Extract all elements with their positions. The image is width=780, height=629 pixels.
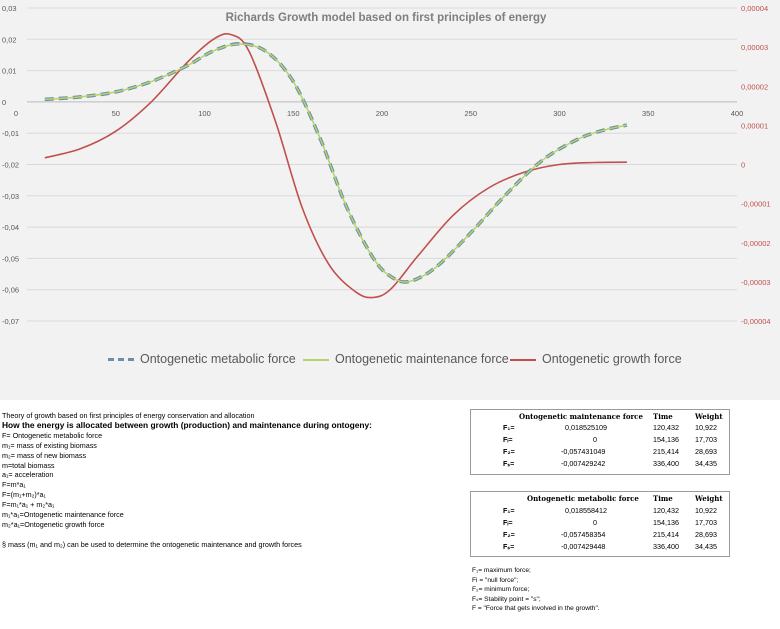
- chart-title: Richards Growth model based on first principles of energy: [225, 12, 547, 24]
- note-line: m₂*a₁=Ontogenetic growth force: [2, 519, 105, 529]
- force-definitions: [472, 566, 600, 614]
- y-right-tick-label: 0,00002: [741, 82, 769, 92]
- x-tick-label: 0: [13, 108, 19, 118]
- table-cell: Fₛ=: [503, 542, 515, 551]
- y-right-tick-label: 0: [741, 160, 746, 170]
- table-cell: 34,435: [695, 542, 717, 551]
- table-cell: 120,432: [653, 423, 679, 432]
- table-cell: 17,703: [695, 518, 717, 527]
- y-right-tick-label: 0,00003: [741, 43, 769, 53]
- note-line: m₁= mass of existing biomass: [2, 440, 97, 450]
- y-left-tick-label: -0,03: [2, 191, 20, 201]
- theory-notes: [2, 411, 442, 550]
- table-cell: -0,057458354: [561, 530, 606, 539]
- table-cell: F₂=: [503, 530, 515, 539]
- x-tick-label: 150: [286, 108, 300, 118]
- note-line: F=(m₁+m₂)*a₁: [2, 490, 46, 500]
- y-right-tick-label: -0,00002: [741, 238, 771, 248]
- table-cell: 154,136: [653, 518, 679, 527]
- definition-line: Fi = "null force";: [472, 576, 519, 584]
- x-tick-label: 250: [464, 108, 478, 118]
- y-left-tick-label: 0: [2, 97, 7, 107]
- table-cell: 120,432: [653, 506, 679, 515]
- table-header: Ontogenetic metabolic force: [527, 494, 639, 503]
- note-line: a₁= acceleration: [2, 470, 54, 480]
- legend: [0, 352, 780, 374]
- note-line: § mass (m₁ and m₂) can be used to determine the ontogenetic maintenance and growth forces: [2, 539, 302, 549]
- table-cell: 34,435: [695, 459, 717, 468]
- y-left-tick-label: -0,07: [2, 317, 20, 326]
- y-left-tick-label: -0,01: [2, 129, 20, 139]
- table-cell: Fᵢ=: [503, 518, 513, 527]
- table-cell: F₂=: [503, 447, 515, 456]
- legend-swatch-metabolic: [108, 358, 134, 361]
- x-tick-label: 350: [641, 108, 655, 118]
- table-cell: Fᵢ=: [503, 435, 513, 444]
- table-header: Time: [653, 494, 673, 503]
- table-cell: -0,057431049: [561, 447, 606, 456]
- y-left-tick-label: -0,04: [2, 223, 20, 233]
- table-cell: 10,922: [695, 423, 717, 432]
- table-cell: F₁=: [503, 423, 515, 432]
- table-cell: -0,007429242: [561, 459, 606, 468]
- x-tick-label: 100: [198, 108, 211, 118]
- y-right-tick-label: -0,00003: [741, 277, 771, 287]
- definition-line: F₁= maximum force;: [472, 567, 531, 574]
- table-header: Time: [653, 412, 673, 421]
- y-right-tick-label: 0,00004: [741, 4, 769, 13]
- table-cell: 10,922: [695, 506, 717, 515]
- table-cell: Fₛ=: [503, 459, 515, 468]
- table-cell: 0: [593, 435, 597, 444]
- table-cell: 154,136: [653, 435, 679, 444]
- y-left-tick-label: 0,02: [2, 35, 17, 45]
- legend-item-growth: [510, 352, 682, 366]
- table-header: Weight: [695, 412, 723, 421]
- definition-line: Fₛ= Stability point = "s";: [472, 595, 541, 603]
- note-line: m₁*a₁=Ontogenetic maintenance force: [2, 510, 124, 520]
- note-line: F=m₁*a₁ + m₂*a₁: [2, 500, 55, 510]
- table-cell: F₁=: [503, 506, 515, 515]
- table-cell: 28,693: [695, 447, 717, 456]
- metabolic-force-table: [470, 491, 730, 557]
- definition-line: F₂= minimum force;: [472, 586, 530, 593]
- legend-label-maintenance: Ontogenetic maintenance force: [335, 352, 509, 366]
- legend-label-metabolic: Ontogenetic metabolic force: [140, 352, 296, 366]
- table-cell: 0,018525109: [565, 423, 607, 432]
- note-heading: How the energy is allocated between growth (production) and maintenance during ontogeny:: [2, 419, 372, 430]
- legend-swatch-growth: [510, 359, 536, 361]
- table-cell: 0: [593, 518, 597, 527]
- x-tick-label: 300: [553, 108, 566, 118]
- table-header: Ontogenetic maintenance force: [519, 412, 643, 421]
- legend-swatch-maintenance: [303, 359, 329, 361]
- y-right-tick-label: 0,00001: [741, 121, 769, 131]
- note-line: m=total biomass: [2, 460, 55, 470]
- maintenance-force-table: [470, 409, 730, 475]
- table-cell: 17,703: [695, 435, 717, 444]
- table-cell: 215,414: [653, 447, 679, 456]
- note-line: m₂= mass of new biomass: [2, 450, 87, 460]
- y-right-tick-label: -0,00001: [741, 199, 771, 209]
- table-cell: 215,414: [653, 530, 679, 539]
- y-left-tick-label: 0,01: [2, 66, 17, 76]
- x-tick-label: 200: [375, 108, 389, 118]
- y-left-tick-label: -0,05: [2, 254, 20, 264]
- series-line-maintenance: [45, 44, 627, 282]
- legend-item-maintenance: [303, 352, 509, 366]
- table-cell: 0,018558412: [565, 506, 607, 515]
- y-left-tick-label: 0,03: [2, 4, 17, 13]
- table-cell: 28,693: [695, 530, 717, 539]
- y-right-tick-label: -0,00004: [741, 317, 771, 326]
- x-tick-label: 50: [111, 108, 120, 118]
- note-line: F= Ontogenetic metabolic force: [2, 430, 103, 440]
- legend-item-metabolic: [108, 352, 296, 366]
- note-line: F=m*a₁: [2, 480, 26, 490]
- note-line: Theory of growth based on first principles of energy conservation and allocation: [2, 411, 255, 420]
- table-cell: -0,007429448: [561, 542, 606, 551]
- legend-label-growth: Ontogenetic growth force: [542, 352, 682, 366]
- definition-line: F = "Force that gets involved in the growth".: [472, 605, 600, 612]
- x-tick-label: 400: [730, 108, 744, 118]
- table-header: Weight: [695, 494, 723, 503]
- y-left-tick-label: -0,02: [2, 160, 20, 170]
- table-cell: 336,400: [653, 459, 679, 468]
- table-cell: 336,400: [653, 542, 679, 551]
- y-left-tick-label: -0,06: [2, 285, 20, 295]
